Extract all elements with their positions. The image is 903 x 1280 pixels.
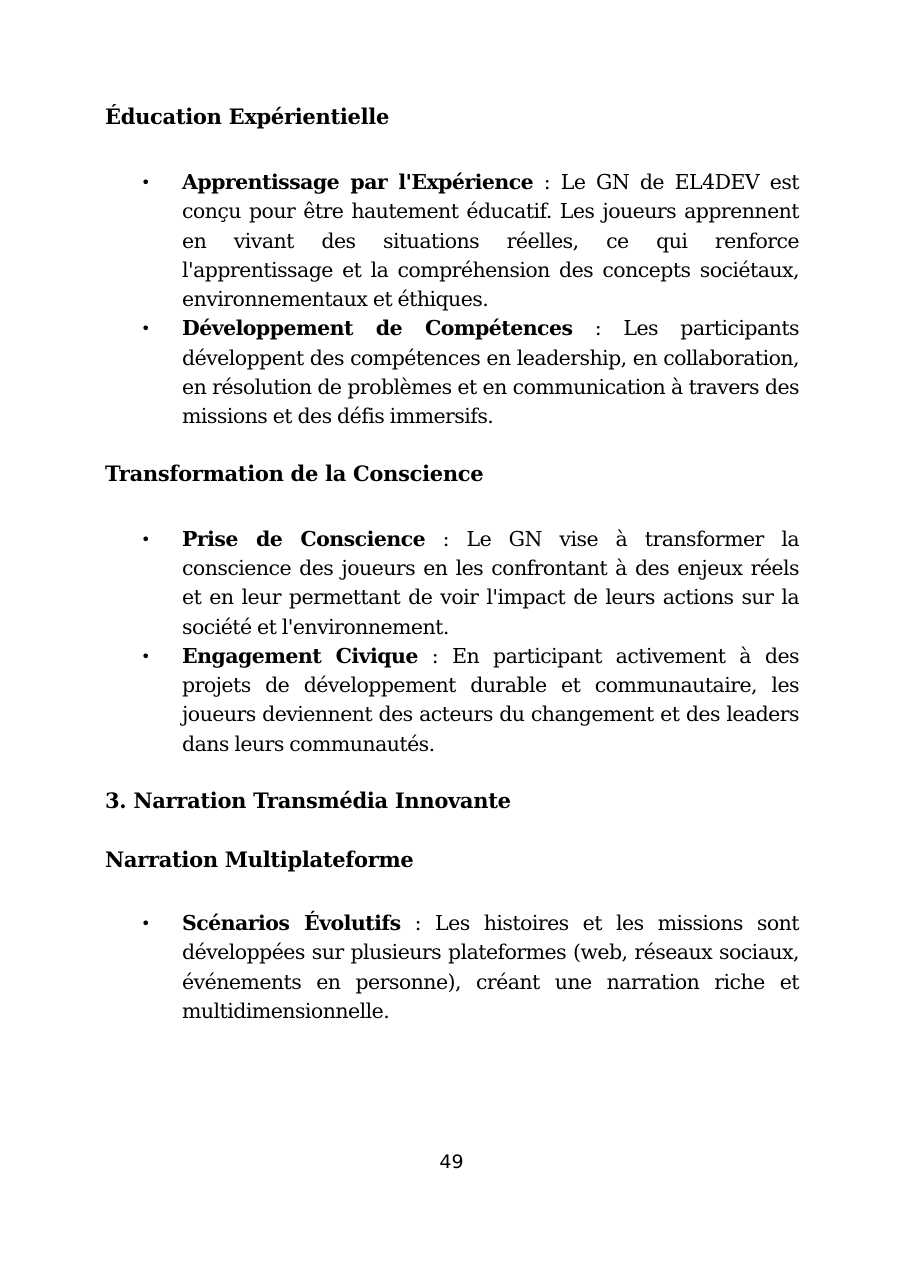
item-text: : Les histoires et les missions sont développées sur plusieurs plateformes (web, réseaux sociaux, événements en personne), créant une narration riche et multidimensionnelle. (182, 911, 799, 1023)
item-title: Prise de Conscience (182, 526, 426, 551)
page-content (105, 100, 799, 1026)
section-heading-education-experientielle: Éducation Expérientielle (105, 104, 390, 129)
item-text: : Les participants développent des compétences en leadership, en collaboration, en résolution de problèmes et en communication à travers des missions et des défis immersifs. (182, 316, 799, 429)
bullet-icon: • (141, 646, 150, 666)
item-title: Développement de Compétences (182, 316, 573, 341)
item-title: Scénarios Évolutifs (182, 911, 401, 936)
bullet-list-transformation (105, 525, 799, 759)
bullet-icon: • (141, 529, 150, 549)
item-title: Apprentissage par l'Expérience (182, 170, 534, 194)
item-text: : En participant activement à des projets de développement durable et communautaire, les joueurs deviennent des acteurs du changement et des leaders dans leurs communautés. (182, 643, 799, 756)
bullet-list-education (105, 168, 799, 432)
list-item (105, 314, 799, 431)
list-item (105, 909, 799, 1026)
list-item (105, 525, 799, 642)
bullet-icon: • (141, 914, 150, 934)
bullet-list-narration (105, 909, 799, 1026)
section-heading-narration-transmedia: 3. Narration Transmédia Innovante (105, 788, 511, 814)
page-number: 49 (439, 1151, 464, 1173)
bullet-icon: • (141, 319, 150, 339)
section-heading-transformation-conscience: Transformation de la Conscience (105, 460, 484, 486)
list-item (105, 642, 799, 759)
item-text: : Le GN de EL4DEV est conçu pour être hautement éducatif. Les joueurs apprennent en vivant des situations réelles, ce qui renforce l'apprentissage et la compréhension des concepts sociétaux, environnementaux et éthiques. (182, 170, 799, 312)
item-text: : Le GN vise à transformer la conscience des joueurs en les confrontant à des enjeux réels et en leur permettant de voir l'impact de leurs actions sur la société et l'environnement. (182, 526, 799, 639)
bullet-icon: • (141, 173, 150, 192)
section-heading-narration-multiplateforme: Narration Multiplateforme (105, 847, 414, 873)
item-title: Engagement Civique (182, 643, 418, 668)
list-item (105, 168, 799, 314)
